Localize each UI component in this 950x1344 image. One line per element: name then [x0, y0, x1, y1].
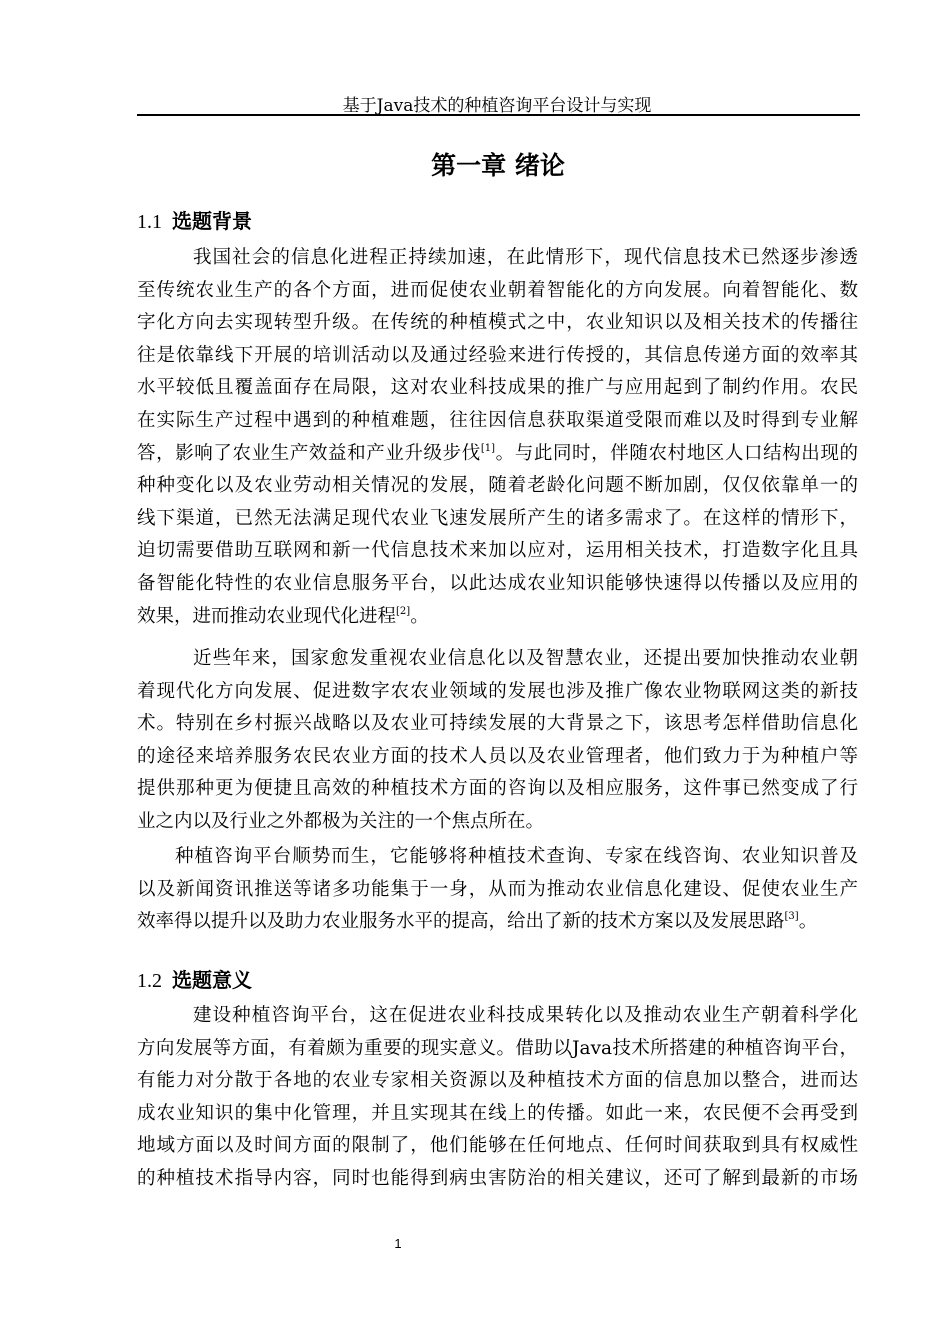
section-title: 选题背景 — [172, 209, 252, 233]
text-line: 种种变化以及农业劳动相关情况的发展，随着老龄化问题不断加剧，仅仅依靠单一的 — [137, 475, 858, 497]
text-segment: 。 — [410, 605, 429, 627]
text-segment: 效率得以提升以及助力农业服务水平的提高，给出了新的技术方案以及发展思路 — [137, 911, 785, 933]
paragraph-background-1 — [137, 242, 858, 633]
header-divider — [137, 114, 860, 116]
text-line: 提供那种更为便捷且高效的种植技术方面的咨询以及相应服务，这件事已然变成了行 — [137, 778, 858, 800]
text-segment: 。 — [798, 911, 818, 933]
text-line: 往是依靠线下开展的培训活动以及通过经验来进行传授的，其信息传递方面的效率其 — [137, 344, 858, 366]
page-number: 1 — [394, 1236, 402, 1251]
text-line — [137, 906, 858, 939]
text-line: 业之内以及行业之外都极为关注的一个焦点所在。 — [137, 810, 545, 832]
paragraph-background-3 — [137, 841, 858, 939]
section-number: 1.1 — [137, 211, 162, 233]
chapter-title: 第一章 绪论 — [431, 151, 565, 180]
text-line: 着现代化方向发展、促进数字农农业领域的发展也涉及推广像农业物联网这类的新技 — [137, 680, 858, 702]
text-line: 方向发展等方面，有着颇为重要的现实意义。借助以Java技术所搭建的种植咨询平台， — [137, 1037, 858, 1059]
text-line: 的种植技术指导内容，同时也能得到病虫害防治的相关建议，还可了解到最新的市场 — [137, 1167, 858, 1189]
running-header: 基于Java技术的种植咨询平台设计与实现 — [342, 96, 652, 116]
text-segment: 答，影响了农业生产效益和产业升级步伐 — [137, 442, 481, 464]
text-line: 地域方面以及时间方面的限制了，他们能够在任何地点、任何时间获取到具有权威性 — [137, 1135, 858, 1157]
section-number: 1.2 — [137, 970, 162, 992]
citation-reference: [2] — [396, 605, 411, 617]
text-line: 近些年来，国家愈发重视农业信息化以及智慧农业，还提出要加快推动农业朝 — [193, 648, 858, 669]
text-line — [137, 438, 858, 471]
paragraph-significance-1 — [137, 1000, 858, 1196]
text-line: 线下渠道，已然无法满足现代农业飞速发展所产生的诸多需求了。在这样的情形下， — [137, 507, 858, 529]
text-line: 至传统农业生产的各个方面，进而促使农业朝着智能化的方向发展。向着智能化、数 — [137, 279, 858, 301]
paragraph-background-2 — [137, 643, 858, 839]
text-line: 的途径来培养服务农民农业方面的技术人员以及农业管理者，他们致力于为种植户等 — [137, 745, 858, 767]
section-title: 选题意义 — [172, 968, 252, 992]
text-line: 以及新闻资讯推送等诸多功能集于一身，从而为推动农业信息化建设、促使农业生产 — [137, 878, 858, 900]
text-line: 备智能化特性的农业信息服务平台，以此达成农业知识能够快速得以传播以及应用的 — [137, 572, 858, 594]
text-line: 在实际生产过程中遇到的种植难题，往往因信息获取渠道受限而难以及时得到专业解 — [137, 409, 858, 431]
text-line: 术。特别在乡村振兴战略以及农业可持续发展的大背景之下，该思考怎样借助信息化 — [137, 713, 858, 735]
text-line: 有能力对分散于各地的农业专家相关资源以及种植技术方面的信息加以整合，进而达 — [137, 1070, 858, 1092]
text-segment: 。与此同时，伴随农村地区人口结构出现的 — [495, 442, 858, 464]
text-line: 成农业知识的集中化管理，并且实现其在线上的传播。如此一来，农民便不会再受到 — [137, 1102, 858, 1124]
section-heading-1-1 — [137, 205, 252, 234]
text-line: 建设种植咨询平台，这在促进农业科技成果转化以及推动农业生产朝着科学化 — [193, 1005, 858, 1026]
text-line: 迫切需要借助互联网和新一代信息技术来加以应对，运用相关技术，打造数字化且具 — [137, 540, 858, 562]
citation-reference: [3] — [784, 911, 799, 923]
text-segment: 效果，进而推动农业现代化进程 — [137, 605, 397, 627]
text-line: 字化方向去实现转型升级。在传统的种植模式之中，农业知识以及相关技术的传播往 — [137, 312, 858, 334]
text-line: 种植咨询平台顺势而生，它能够将种植技术查询、专家在线咨询、农业知识普及 — [175, 846, 858, 867]
citation-reference: [1] — [480, 442, 496, 454]
text-line: 我国社会的信息化进程正持续加速，在此情形下，现代信息技术已然逐步渗透 — [193, 247, 858, 268]
text-line: 水平较低且覆盖面存在局限，这对农业科技成果的推广与应用起到了制约作用。农民 — [137, 377, 858, 399]
text-line — [137, 601, 858, 634]
section-heading-1-2 — [137, 964, 252, 993]
